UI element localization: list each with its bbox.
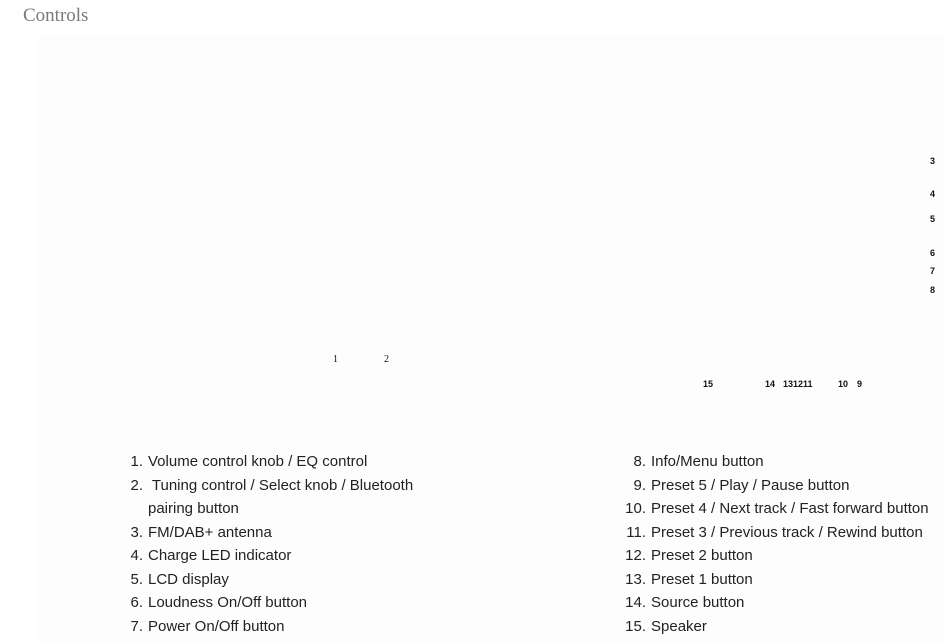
legend-number: 2.	[130, 476, 143, 494]
legend-number: 7.	[130, 617, 143, 635]
legend-text: Preset 1 button	[651, 570, 753, 588]
legend-item	[130, 618, 450, 642]
callout-13-12-11: 131211	[783, 379, 813, 389]
callout-7: 7	[930, 266, 936, 276]
legend-text: Preset 4 / Next track / Fast forward button	[651, 500, 929, 517]
legend-right	[625, 453, 945, 641]
legend-number: 8.	[633, 453, 646, 470]
callout-14: 14	[765, 379, 776, 389]
callout-9: 9	[857, 379, 863, 389]
legend-text: Loudness On/Off button	[148, 594, 308, 611]
callout-8: 8	[930, 285, 936, 295]
legend-text: Preset 2 button	[651, 547, 753, 564]
legend-number: 1.	[130, 453, 143, 470]
legend-number: 4.	[130, 547, 143, 564]
legend-text: Preset 3 / Previous track / Rewind button	[651, 523, 923, 541]
legend-item	[130, 477, 450, 524]
callout-2: 2	[384, 354, 389, 365]
legend-text: Source button	[651, 594, 745, 611]
legend-number: 14.	[625, 594, 646, 611]
legend-item	[625, 594, 945, 618]
legend-left	[130, 453, 450, 641]
callout-4: 4	[930, 189, 936, 199]
legend-text: LCD display	[148, 570, 229, 588]
legend-number: 9.	[633, 476, 646, 494]
legend-number: 10.	[625, 500, 646, 517]
legend-number: 6.	[130, 594, 143, 611]
legend-item	[130, 571, 450, 595]
legend-number: 13.	[625, 570, 646, 588]
callout-3: 3	[930, 156, 936, 166]
legend-text: Preset 5 / Play / Pause button	[651, 476, 850, 494]
legend-text: Power On/Off button	[148, 617, 285, 635]
legend-item	[625, 524, 945, 548]
callout-6: 6	[930, 248, 936, 258]
legend-item	[130, 453, 450, 477]
legend-number: 12.	[625, 547, 646, 564]
legend-item	[625, 500, 945, 524]
legend-number: 5.	[130, 570, 143, 588]
legend-text: Charge LED indicator	[148, 547, 292, 564]
legend-number: 15.	[625, 617, 646, 635]
legend-text-continued: pairing button	[148, 500, 239, 517]
callout-10: 10	[838, 379, 849, 389]
legend-number: 3.	[130, 523, 143, 541]
callout-1: 1	[333, 354, 338, 365]
legend-item	[130, 547, 450, 571]
legend-text: Speaker	[651, 617, 707, 635]
legend-item	[130, 524, 450, 548]
legend-number: 11.	[626, 523, 646, 541]
legend-item	[625, 477, 945, 501]
legend-item	[625, 618, 945, 642]
legend-item	[130, 594, 450, 618]
page-title: Controls	[23, 5, 89, 26]
legend-item	[625, 571, 945, 595]
legend-text: Info/Menu button	[651, 453, 764, 470]
callout-5: 5	[930, 214, 936, 224]
legend-text: Tuning control / Select knob / Bluetooth	[148, 476, 414, 494]
callout-15: 15	[703, 379, 714, 389]
legend-text: FM/DAB+ antenna	[148, 523, 272, 541]
legend-item	[625, 453, 945, 477]
legend-text: Volume control knob / EQ control	[148, 453, 368, 470]
legend-item	[625, 547, 945, 571]
